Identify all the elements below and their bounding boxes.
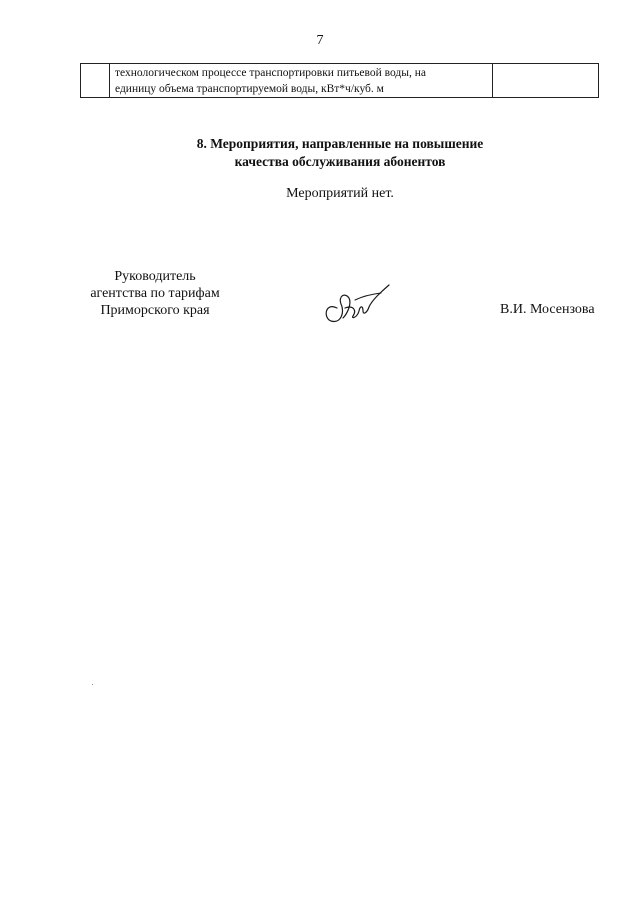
table-cell-value [493, 64, 599, 98]
scan-speck [92, 684, 93, 685]
page-number: 7 [316, 33, 324, 48]
table-row [81, 64, 599, 98]
table-text-line-1: технологическом процессе транспортировки питьевой воды, на [115, 67, 427, 79]
table-text-line-2: единицу объема транспортируемой воды, кВт*ч/куб. м [115, 83, 384, 95]
table-cell-description [110, 64, 493, 98]
signer-position [70, 268, 240, 319]
continuation-table [80, 63, 599, 98]
table-cell-index [81, 64, 110, 98]
section-heading-line-1: 8. Мероприятия, направленные на повышение [196, 136, 484, 151]
signer-position-line-1: Руководитель [114, 269, 196, 284]
signer-name: В.И. Мосензова [500, 302, 595, 317]
signer-position-line-3: Приморского края [100, 303, 210, 318]
handwritten-signature [315, 278, 395, 328]
section-body: Мероприятий нет. [286, 186, 394, 201]
signer-position-line-2: агентства по тарифам [90, 286, 220, 301]
section-heading-line-2: качества обслуживания абонентов [234, 154, 446, 169]
section-heading [0, 135, 640, 171]
